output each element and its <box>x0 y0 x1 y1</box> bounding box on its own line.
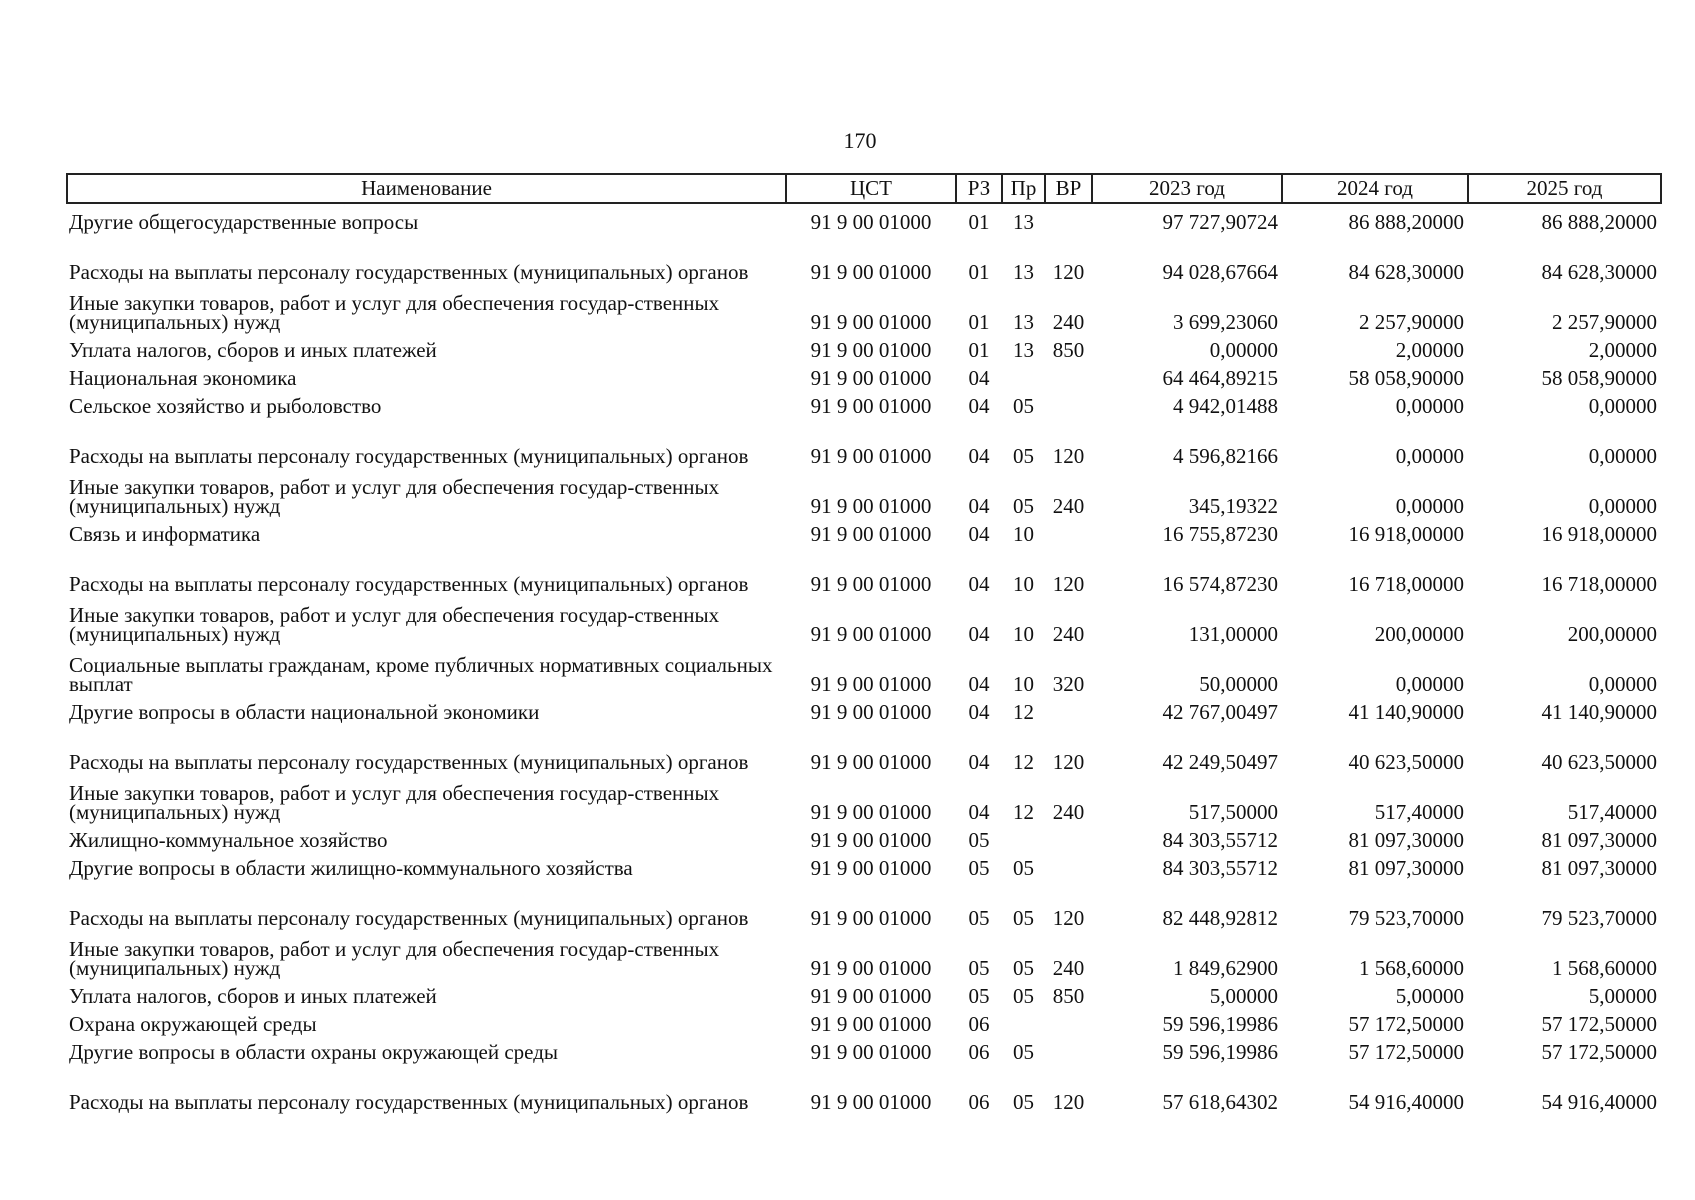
row-rz: 06 <box>968 1012 990 1036</box>
row-name: Охрана окружающей среды <box>69 1012 317 1036</box>
row-2025: 57 172,50000 <box>1541 1040 1657 1064</box>
row-cst: 91 9 00 01000 <box>810 1012 932 1036</box>
row-vr: 240 <box>1052 800 1085 824</box>
row-cst: 91 9 00 01000 <box>810 310 932 334</box>
row-2025: 2 257,90000 <box>1552 310 1657 334</box>
row-vr: 240 <box>1052 622 1085 646</box>
row-pr: 10 <box>1013 572 1034 596</box>
row-rz: 04 <box>968 522 990 546</box>
row-2023: 1 849,62900 <box>1173 956 1278 980</box>
row-name: Жилищно-коммунальное хозяйство <box>69 828 388 852</box>
row-vr <box>1045 360 1092 388</box>
row-vr: 120 <box>1052 1090 1085 1114</box>
row-pr: 05 <box>1013 906 1034 930</box>
row-cst: 91 9 00 01000 <box>810 1040 932 1064</box>
row-name: Социальные выплаты гражданам, кроме публичных нормативных социальных выплат <box>69 653 773 696</box>
row-name: Расходы на выплаты персоналу государственных (муниципальных) органов <box>69 750 749 774</box>
header-rz: РЗ <box>956 174 1002 203</box>
row-2023: 59 596,19986 <box>1162 1012 1278 1036</box>
row-name: Другие вопросы в области охраны окружающей среды <box>69 1040 558 1064</box>
row-2024: 58 058,90000 <box>1348 366 1464 390</box>
row-rz: 01 <box>968 210 990 234</box>
row-vr: 120 <box>1052 572 1085 596</box>
header-cst: ЦСТ <box>786 174 956 203</box>
row-name: Расходы на выплаты персоналу государственных (муниципальных) органов <box>69 1090 749 1114</box>
row-pr: 12 <box>1013 700 1034 724</box>
header-2023: 2023 год <box>1092 174 1282 203</box>
row-2025: 40 623,50000 <box>1541 750 1657 774</box>
row-2025: 58 058,90000 <box>1541 366 1657 390</box>
header-vr: ВР <box>1045 174 1092 203</box>
row-2024: 40 623,50000 <box>1348 750 1464 774</box>
row-2024: 16 918,00000 <box>1348 522 1464 546</box>
row-rz: 04 <box>968 672 990 696</box>
row-cst: 91 9 00 01000 <box>810 522 932 546</box>
row-name: Иные закупки товаров, работ и услуг для обеспечения государ-ственных (муниципальных) нужд <box>69 781 720 824</box>
row-rz: 04 <box>968 622 990 646</box>
row-2024: 1 568,60000 <box>1359 956 1464 980</box>
row-cst: 91 9 00 01000 <box>810 984 932 1008</box>
row-pr: 10 <box>1013 672 1034 696</box>
row-name: Уплата налогов, сборов и иных платежей <box>69 338 437 362</box>
row-pr: 05 <box>1013 494 1034 518</box>
row-name: Расходы на выплаты персоналу государственных (муниципальных) органов <box>69 260 749 284</box>
table-row <box>67 694 1661 722</box>
row-2024: 57 172,50000 <box>1348 1012 1464 1036</box>
row-2025: 2,00000 <box>1588 338 1657 362</box>
table-row <box>67 232 1661 282</box>
row-cst: 91 9 00 01000 <box>810 906 932 930</box>
table-row <box>67 388 1661 416</box>
table-row <box>67 850 1661 878</box>
row-2024: 86 888,20000 <box>1348 210 1464 234</box>
table-row <box>67 1034 1661 1062</box>
row-pr: 13 <box>1013 260 1034 284</box>
row-2023: 0,00000 <box>1209 338 1278 362</box>
row-2023: 42 767,00497 <box>1162 700 1278 724</box>
header-2024: 2024 год <box>1282 174 1468 203</box>
row-2023: 84 303,55712 <box>1162 828 1278 852</box>
row-2023: 84 303,55712 <box>1162 856 1278 880</box>
row-rz: 05 <box>968 906 990 930</box>
row-vr: 850 <box>1052 984 1085 1008</box>
row-vr: 120 <box>1052 906 1085 930</box>
row-pr: 05 <box>1013 856 1034 880</box>
row-2025: 0,00000 <box>1588 394 1657 418</box>
row-rz: 04 <box>968 444 990 468</box>
row-cst: 91 9 00 01000 <box>810 260 932 284</box>
row-2025: 16 718,00000 <box>1541 572 1657 596</box>
row-name: Другие общегосударственные вопросы <box>69 210 419 234</box>
row-name: Иные закупки товаров, работ и услуг для обеспечения государ-ственных (муниципальных) нужд <box>69 291 720 334</box>
row-2024: 0,00000 <box>1395 494 1464 518</box>
row-name: Расходы на выплаты персоналу государственных (муниципальных) органов <box>69 444 749 468</box>
page-number: 170 <box>843 128 877 153</box>
row-rz: 01 <box>968 260 990 284</box>
row-pr: 13 <box>1013 210 1034 234</box>
row-cst: 91 9 00 01000 <box>810 700 932 724</box>
row-cst: 91 9 00 01000 <box>810 572 932 596</box>
row-rz: 01 <box>968 338 990 362</box>
row-name: Связь и информатика <box>69 522 261 546</box>
table-row <box>67 516 1661 544</box>
row-vr: 850 <box>1052 338 1085 362</box>
row-2025: 79 523,70000 <box>1541 906 1657 930</box>
row-rz: 04 <box>968 366 990 390</box>
row-rz: 04 <box>968 700 990 724</box>
row-2024: 16 718,00000 <box>1348 572 1464 596</box>
row-pr: 12 <box>1013 800 1034 824</box>
row-cst: 91 9 00 01000 <box>810 338 932 362</box>
row-name: Национальная экономика <box>69 366 297 390</box>
row-2024: 54 916,40000 <box>1348 1090 1464 1114</box>
row-pr: 05 <box>1013 956 1034 980</box>
row-2025: 1 568,60000 <box>1552 956 1657 980</box>
row-pr: 05 <box>1013 1090 1034 1114</box>
table-row <box>67 722 1661 772</box>
row-pr <box>1002 1006 1045 1034</box>
row-2025: 517,40000 <box>1567 800 1657 824</box>
row-2023: 517,50000 <box>1188 800 1278 824</box>
row-2024: 79 523,70000 <box>1348 906 1464 930</box>
row-rz: 05 <box>968 828 990 852</box>
budget-table <box>66 173 1662 1112</box>
row-vr <box>1045 203 1092 232</box>
row-rz: 04 <box>968 800 990 824</box>
row-2023: 3 699,23060 <box>1173 310 1278 334</box>
row-rz: 04 <box>968 572 990 596</box>
table-row <box>67 822 1661 850</box>
row-vr <box>1045 516 1092 544</box>
table-row <box>67 282 1661 332</box>
row-2023: 42 249,50497 <box>1162 750 1278 774</box>
table-row <box>67 544 1661 594</box>
row-rz: 04 <box>968 494 990 518</box>
row-2024: 81 097,30000 <box>1348 828 1464 852</box>
row-rz: 05 <box>968 984 990 1008</box>
table-row <box>67 928 1661 978</box>
table-body <box>67 203 1661 1112</box>
table-row <box>67 594 1661 644</box>
row-pr: 05 <box>1013 984 1034 1008</box>
row-vr <box>1045 388 1092 416</box>
row-rz: 01 <box>968 310 990 334</box>
row-2023: 59 596,19986 <box>1162 1040 1278 1064</box>
row-2023: 4 596,82166 <box>1173 444 1278 468</box>
row-cst: 91 9 00 01000 <box>810 622 932 646</box>
row-2023: 16 755,87230 <box>1162 522 1278 546</box>
row-name: Иные закупки товаров, работ и услуг для обеспечения государ-ственных (муниципальных) нужд <box>69 937 720 980</box>
row-pr: 05 <box>1013 394 1034 418</box>
table-row <box>67 644 1661 694</box>
row-name: Иные закупки товаров, работ и услуг для обеспечения государ-ственных (муниципальных) нужд <box>69 475 720 518</box>
table-row <box>67 332 1661 360</box>
row-2024: 0,00000 <box>1395 672 1464 696</box>
row-2023: 64 464,89215 <box>1162 366 1278 390</box>
row-cst: 91 9 00 01000 <box>810 1090 932 1114</box>
table-row <box>67 416 1661 466</box>
row-2025: 57 172,50000 <box>1541 1012 1657 1036</box>
row-2023: 345,19322 <box>1188 494 1278 518</box>
table-row <box>67 878 1661 928</box>
row-2024: 81 097,30000 <box>1348 856 1464 880</box>
row-cst: 91 9 00 01000 <box>810 366 932 390</box>
row-pr: 05 <box>1013 444 1034 468</box>
row-2025: 81 097,30000 <box>1541 856 1657 880</box>
row-2025: 84 628,30000 <box>1541 260 1657 284</box>
row-pr <box>1002 360 1045 388</box>
row-cst: 91 9 00 01000 <box>810 750 932 774</box>
row-rz: 04 <box>968 750 990 774</box>
row-pr: 05 <box>1013 1040 1034 1064</box>
row-pr: 13 <box>1013 310 1034 334</box>
row-2023: 50,00000 <box>1199 672 1278 696</box>
row-rz: 04 <box>968 394 990 418</box>
row-name: Иные закупки товаров, работ и услуг для обеспечения государ-ственных (муниципальных) нужд <box>69 603 720 646</box>
row-vr: 120 <box>1052 750 1085 774</box>
row-cst: 91 9 00 01000 <box>810 828 932 852</box>
row-2024: 2,00000 <box>1395 338 1464 362</box>
row-cst: 91 9 00 01000 <box>810 800 932 824</box>
row-vr <box>1045 694 1092 722</box>
table-row <box>67 1062 1661 1112</box>
row-2023: 5,00000 <box>1209 984 1278 1008</box>
row-vr: 240 <box>1052 956 1085 980</box>
header-2025: 2025 год <box>1468 174 1661 203</box>
row-vr <box>1045 1006 1092 1034</box>
row-rz: 06 <box>968 1040 990 1064</box>
header-name: Наименование <box>67 174 786 203</box>
row-2024: 5,00000 <box>1395 984 1464 1008</box>
row-vr <box>1045 1034 1092 1062</box>
row-2024: 0,00000 <box>1395 444 1464 468</box>
table-row <box>67 1006 1661 1034</box>
row-2024: 41 140,90000 <box>1348 700 1464 724</box>
row-2025: 5,00000 <box>1588 984 1657 1008</box>
row-2025: 41 140,90000 <box>1541 700 1657 724</box>
row-name: Расходы на выплаты персоналу государственных (муниципальных) органов <box>69 906 749 930</box>
row-vr <box>1045 822 1092 850</box>
row-cst: 91 9 00 01000 <box>810 494 932 518</box>
row-2023: 94 028,67664 <box>1162 260 1278 284</box>
row-name: Сельское хозяйство и рыболовство <box>69 394 382 418</box>
row-2025: 81 097,30000 <box>1541 828 1657 852</box>
row-name: Уплата налогов, сборов и иных платежей <box>69 984 437 1008</box>
row-2025: 54 916,40000 <box>1541 1090 1657 1114</box>
row-name: Другие вопросы в области жилищно-коммунального хозяйства <box>69 856 633 880</box>
row-vr: 240 <box>1052 310 1085 334</box>
row-cst: 91 9 00 01000 <box>810 856 932 880</box>
table-header-row <box>67 174 1661 203</box>
row-2023: 57 618,64302 <box>1162 1090 1278 1114</box>
row-vr: 120 <box>1052 444 1085 468</box>
row-2024: 84 628,30000 <box>1348 260 1464 284</box>
table-row <box>67 772 1661 822</box>
row-2023: 131,00000 <box>1188 622 1278 646</box>
row-vr: 320 <box>1052 672 1085 696</box>
row-cst: 91 9 00 01000 <box>810 210 932 234</box>
table-row <box>67 466 1661 516</box>
row-rz: 06 <box>968 1090 990 1114</box>
row-2023: 4 942,01488 <box>1173 394 1278 418</box>
row-pr: 13 <box>1013 338 1034 362</box>
row-vr <box>1045 850 1092 878</box>
row-vr: 120 <box>1052 260 1085 284</box>
row-2024: 0,00000 <box>1395 394 1464 418</box>
table-row <box>67 360 1661 388</box>
row-name: Другие вопросы в области национальной экономики <box>69 700 540 724</box>
table-row <box>67 978 1661 1006</box>
row-2023: 16 574,87230 <box>1162 572 1278 596</box>
row-2025: 0,00000 <box>1588 672 1657 696</box>
table-row <box>67 203 1661 232</box>
header-pr: Пр <box>1002 174 1045 203</box>
row-rz: 05 <box>968 956 990 980</box>
row-2025: 0,00000 <box>1588 494 1657 518</box>
row-2025: 16 918,00000 <box>1541 522 1657 546</box>
row-2024: 200,00000 <box>1374 622 1464 646</box>
row-cst: 91 9 00 01000 <box>810 956 932 980</box>
row-2024: 2 257,90000 <box>1359 310 1464 334</box>
row-2025: 0,00000 <box>1588 444 1657 468</box>
row-pr: 12 <box>1013 750 1034 774</box>
row-pr <box>1002 822 1045 850</box>
row-2023: 82 448,92812 <box>1162 906 1278 930</box>
row-2023: 97 727,90724 <box>1162 210 1278 234</box>
row-cst: 91 9 00 01000 <box>810 444 932 468</box>
row-pr: 10 <box>1013 622 1034 646</box>
row-2025: 86 888,20000 <box>1541 210 1657 234</box>
row-pr: 10 <box>1013 522 1034 546</box>
row-name: Расходы на выплаты персоналу государственных (муниципальных) органов <box>69 572 749 596</box>
row-2025: 200,00000 <box>1567 622 1657 646</box>
row-2024: 517,40000 <box>1374 800 1464 824</box>
row-cst: 91 9 00 01000 <box>810 672 932 696</box>
row-2024: 57 172,50000 <box>1348 1040 1464 1064</box>
row-vr: 240 <box>1052 494 1085 518</box>
row-cst: 91 9 00 01000 <box>810 394 932 418</box>
row-rz: 05 <box>968 856 990 880</box>
